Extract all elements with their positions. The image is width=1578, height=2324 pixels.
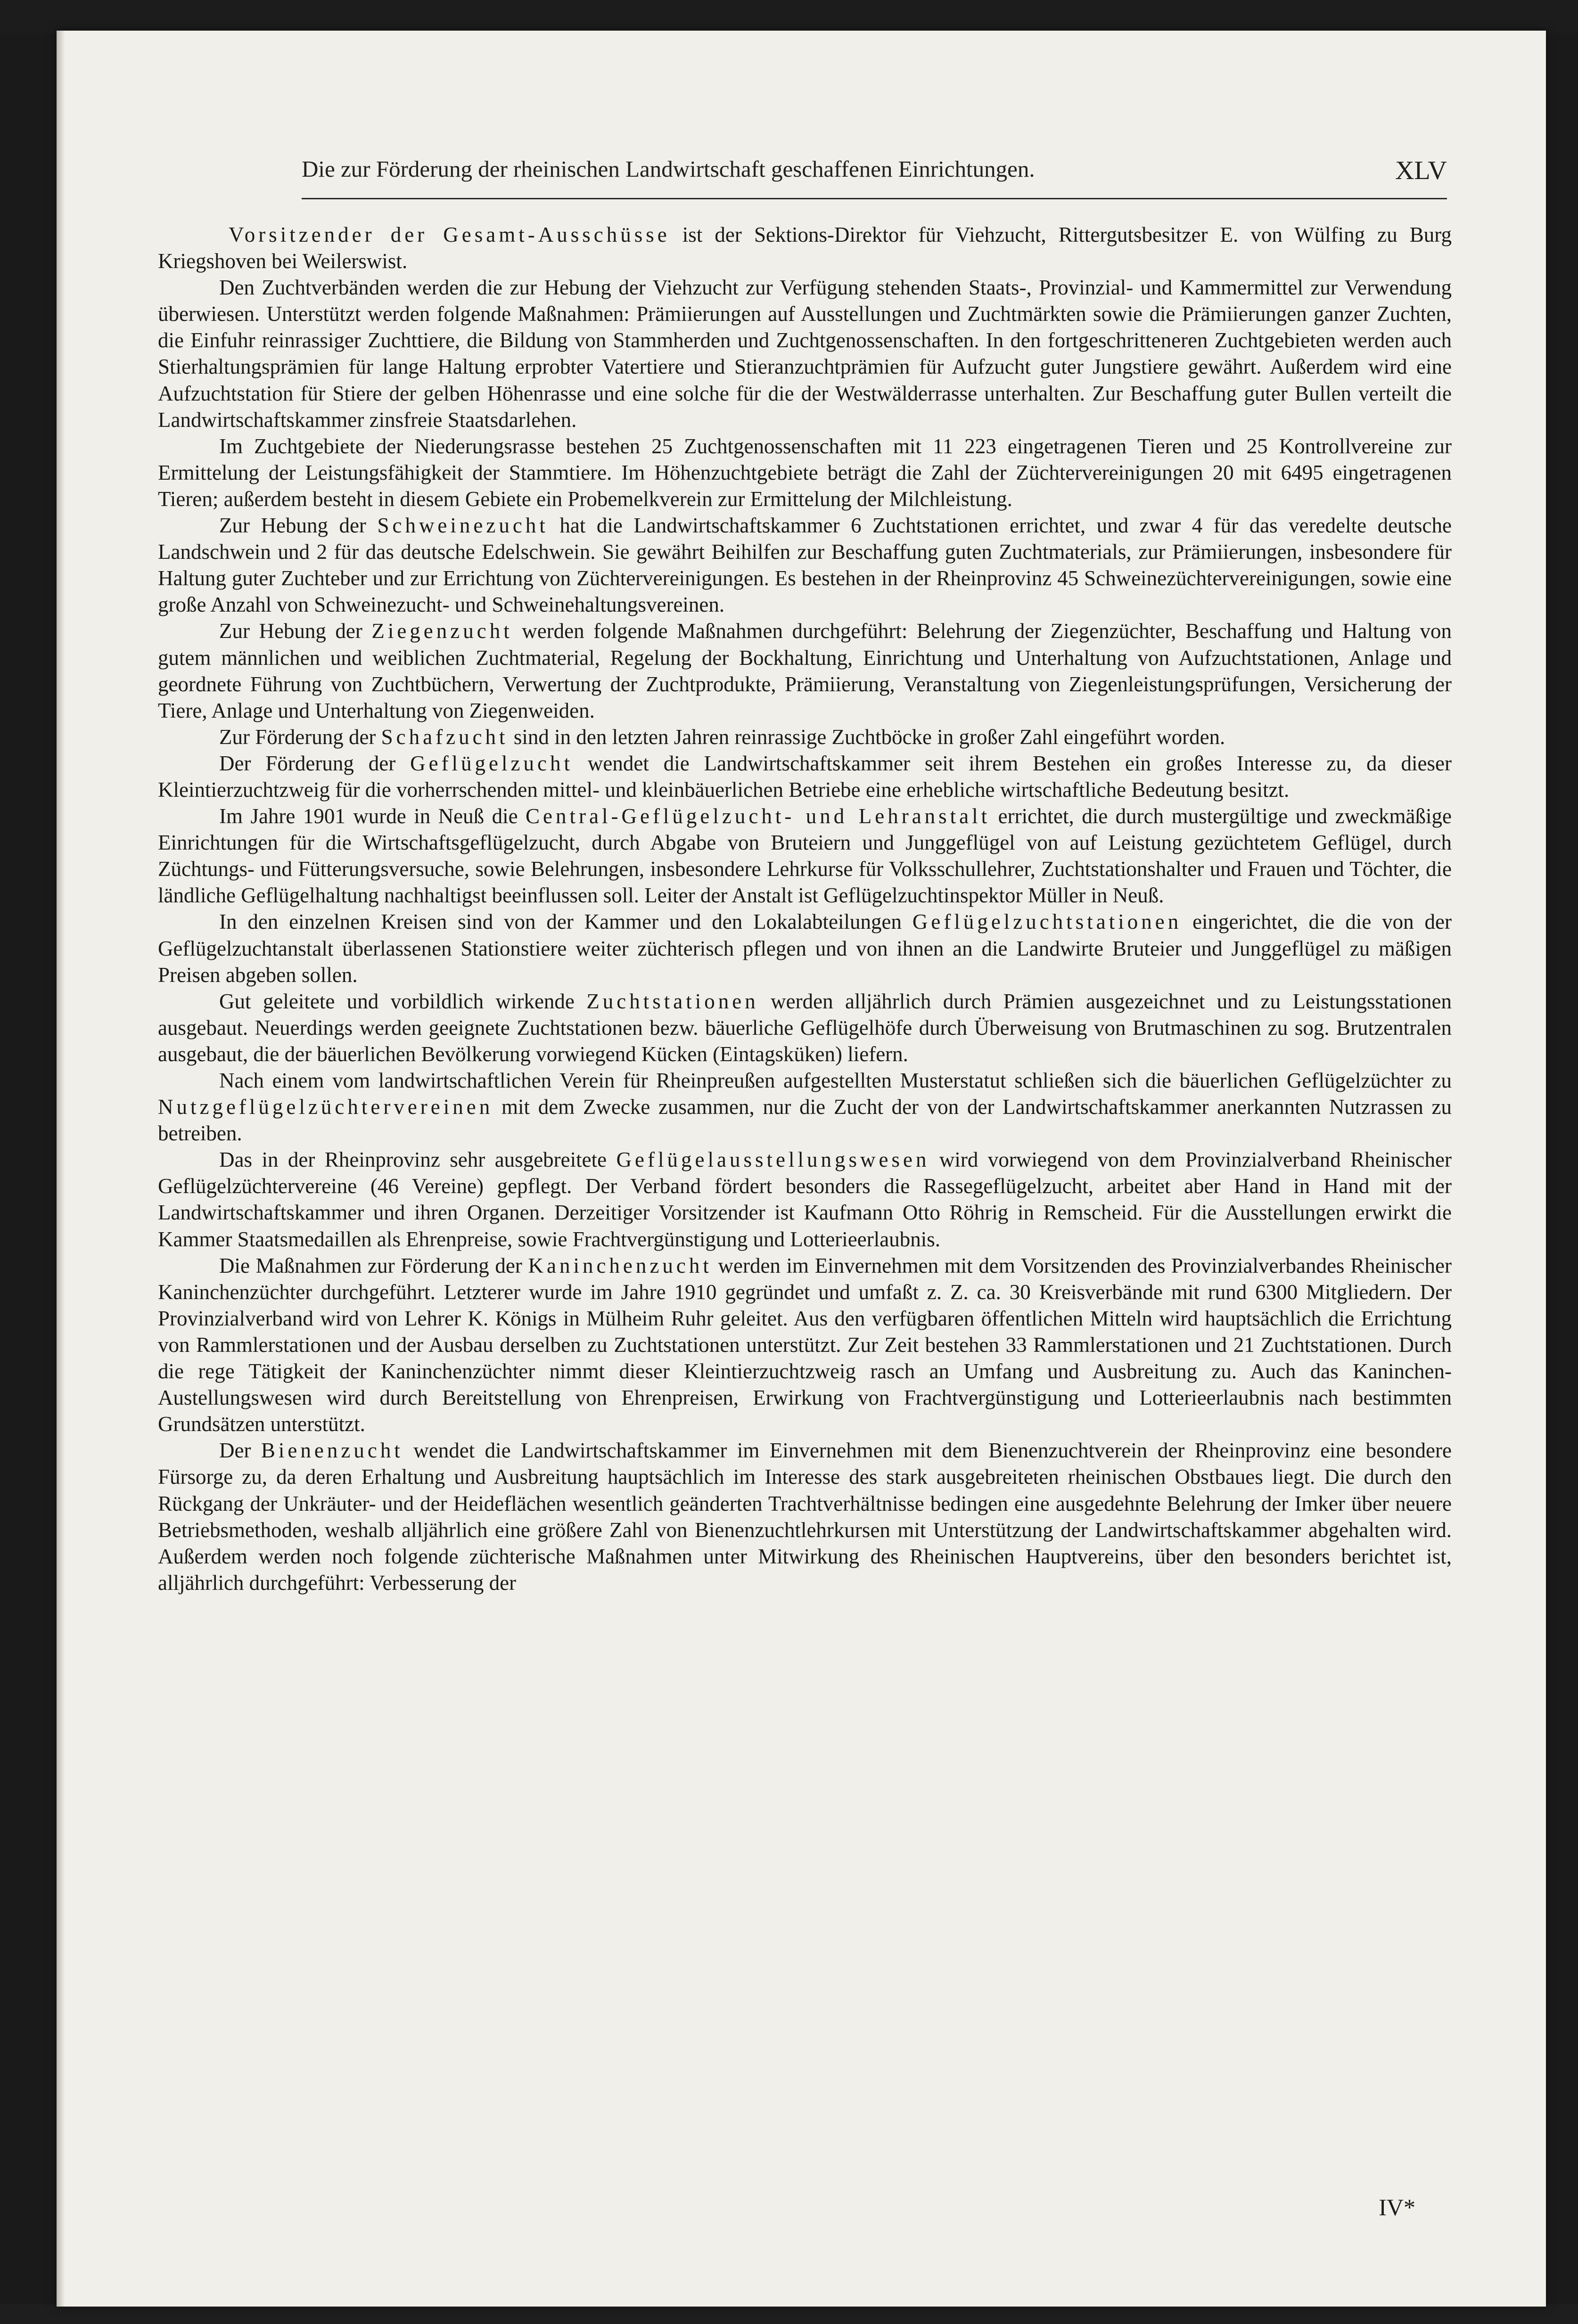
paragraph: Die Maßnahmen zur Förderung der Kaninchenzucht werden im Einvernehmen mit dem Vorsitzenden des Provinzialverbandes Rheinischer Kaninchenzüchter durchgeführt. Letzterer wurde im Jahre 1910 gegründet und umfaßt z. Z. ca. 30 Kreisverbände mit rund 6300 Mitgliedern. Der Provinzialverband wird von Lehrer K. Königs in Mülheim Ruhr geleitet. Aus den verfügbaren öffentlichen Mitteln wird hauptsächlich die Errichtung von Rammlerstationen und der Ausbau derselben zu Zuchtstationen unterstützt. Zur Zeit bestehen 33 Rammlerstationen und 21 Zuchtstationen. Durch die rege Tätigkeit der Kaninchenzüchter nimmt dieser Kleintierzuchtzweig rasch an Umfang und Ausbreitung zu. Auch das Kaninchen-Austellungswesen wird durch Bereitstellung von Ehrenpreisen, Erwirkung von Frachtvergünstigung und Lotterieerlaubnis nach bestimmten Grundsätzen unterstützt. <box>158 1253 1452 1436</box>
paragraph: Im Zuchtgebiete der Niederungsrasse bestehen 25 Zuchtgenossenschaften mit 11 223 eingetragenen Tieren und 25 Kontrollvereine zur Ermittelung der Leistungsfähigkeit der Stammtiere. Im Höhenzuchtgebiete beträgt die Zahl der Züchtervereinigungen 20 mit 6495 eingetragenen Tieren; außerdem besteht in diesem Gebiete ein Probemelkverein zur Ermittelung der Milchleistung. <box>158 434 1452 511</box>
paragraph: Der Förderung der Geflügelzucht wendet die Landwirtschaftskammer seit ihrem Bestehen ein großes Interesse zu, da dieser Kleintierzuchtzweig für die vorherrschenden mittel- und kleinbäuerlichen Betriebe eine erhebliche wirtschaftliche Bedeutung besitzt. <box>158 751 1452 802</box>
paragraph: Der Bienenzucht wendet die Landwirtschaftskammer im Einvernehmen mit dem Bienenzuchtverein der Rheinprovinz eine besondere Fürsorge zu, da deren Erhaltung und Ausbreitung hauptsächlich im Interesse des stark ausgebreiteten rheinischen Obstbaues liegt. Die durch den Rückgang der Unkräuter- und der Heideflächen wesentlich geänderten Trachtverhältnisse bedingen eine ausgedehnte Belehrung der Imker über neuere Betriebsmethoden, weshalb alljährlich eine größere Zahl von Bienenzuchtlehrkursen mit Unterstützung der Landwirtschaftskammer abgehalten wird. Außerdem werden noch folgende züchterische Maßnahmen unter Mitwirkung des Rheinischen Hauptvereins, über den besonders berichtet ist, alljährlich durchgeführt: Verbesserung der <box>158 1439 1452 1595</box>
paragraph: Zur Förderung der Schafzucht sind in den letzten Jahren reinrassige Zuchtböcke in großer Zahl eingeführt worden. <box>219 725 1225 749</box>
running-header-title: Die zur Förderung der rheinischen Landwirtschaft geschaffenen Einrichtungen. <box>302 156 1035 182</box>
spaced-term: Ziegenzucht <box>371 619 513 643</box>
spaced-term: Vorsitzender der Gesamt-Ausschüsse <box>229 223 670 246</box>
paragraph: Vorsitzender der Gesamt-Ausschüsse ist der Sektions-Direktor für Viehzucht, Rittergutsbesitzer E. von Wülfing zu Burg Kriegshoven bei Weilerswist. <box>158 223 1452 273</box>
scan-border-top <box>0 0 1578 33</box>
scan-border-bottom <box>0 2304 1578 2324</box>
page-number: XLV <box>1395 156 1447 185</box>
paragraph: Im Jahre 1901 wurde in Neuß die Central-Geflügelzucht- und Lehranstalt errichtet, die durch mustergültige und zweckmäßige Einrichtungen für die Wirtschaftsgeflügelzucht, durch Abgabe von Bruteiern und Junggeflügel von auf Leistung gezüchtetem Geflügel, durch Züchtungs- und Fütterungsversuche, sowie Belehrungen, insbesondere Lehrkurse für Volksschullehrer, Zuchtstationshalter und Frauen und Töchter, die ländliche Geflügelhaltung nachhaltigst beeinflussen soll. Leiter der Anstalt ist Geflügelzuchtinspektor Müller in Neuß. <box>158 804 1452 908</box>
paragraph: Zur Hebung der Ziegenzucht werden folgende Maßnahmen durchgeführt: Belehrung der Ziegenzüchter, Beschaffung und Haltung von gutem männlichen und weiblichen Zuchtmaterial, Regelung der Bockhaltung, Einrichtung und Unterhaltung von Aufzuchtstationen, Anlage und geordnete Führung von Zuchtbüchern, Verwertung der Zuchtprodukte, Prämiierung, Veranstaltung von Ziegenleistungsprüfungen, Versicherung der Tiere, Anlage und Unterhaltung von Ziegenweiden. <box>158 619 1452 722</box>
spaced-term: Schafzucht <box>381 725 509 749</box>
paragraph: Den Zuchtverbänden werden die zur Hebung der Viehzucht zur Verfügung stehenden Staats-, Provinzial- und Kammermittel zur Verwendung überwiesen. Unterstützt werden folgende Maßnahmen: Prämiierungen auf Ausstellungen und Zuchtmärkten sowie die Prämiierungen ganzer Zuchten, die Einfuhr reinrassiger Zuchttiere, die Bildung von Stammherden und Zuchtgenossenschaften. In den fortgeschritteneren Zuchtgebieten werden auch Stierhaltungsprämien für lange Haltung erprobter Vatertiere und Stieranzuchtprämien für Aufzucht guter Jungstiere gewährt. Außerdem wird eine Aufzuchtstation für Stiere der gelben Höhenrasse und eine solche für die der Westwälderrasse unterhalten. Zur Beschaffung guter Bullen verteilt die Landwirtschaftskammer zinsfreie Staatsdarlehen. <box>158 276 1452 432</box>
paragraph: Zur Hebung der Schweinezucht hat die Landwirtschaftskammer 6 Zuchtstationen errichtet, und zwar 4 für das veredelte deutsche Landschwein und 2 für das deutsche Edelschwein. Sie gewährt Beihilfen zur Beschaffung guten Zuchtmaterials, zur Prämiierungen, insbesondere für Haltung guter Zuchteber und zur Errichtung von Züchtervereinigungen. Es bestehen in der Rheinprovinz 45 Schweinezüchtervereinigungen, sowie eine große Anzahl von Schweinezucht- und Schweinehaltungsvereinen. <box>158 514 1452 617</box>
running-header <box>302 155 1447 193</box>
spaced-term: Schweinezucht <box>377 514 549 538</box>
paragraph: In den einzelnen Kreisen sind von der Kammer und den Lokalabteilungen Geflügelzuchtstationen eingerichtet, die die von der Geflügelzuchtanstalt überlassenen Stationstiere weiter züchterisch pflegen und von ihnen an die Landwirte Bruteier und Junggeflügel zu mäßigen Preisen abgeben sollen. <box>158 910 1452 987</box>
spaced-term: Geflügelzucht <box>410 751 573 775</box>
spaced-term: Nutzgeflügelzüchtervereinen <box>158 1095 493 1119</box>
paragraph: Gut geleitete und vorbildlich wirkende Zuchtstationen werden alljährlich durch Prämien ausgezeichnet und zu Leistungsstationen ausgebaut. Neuerdings werden geeignete Zuchtstationen bezw. bäuerliche Geflügelhöfe durch Überweisung von Brutmaschinen zu sog. Brutzentralen ausgebaut, die der bäuerlichen Bevölkerung vorwiegend Kücken (Eintagsküken) liefern. <box>158 989 1452 1066</box>
spaced-term: Central-Geflügelzucht- und Lehranstalt <box>526 804 991 828</box>
paragraph: Nach einem vom landwirtschaftlichen Verein für Rheinpreußen aufgestellten Musterstatut schließen sich die bäuerlichen Geflügelzüchter zu Nutzgeflügelzüchtervereinen mit dem Zwecke zusammen, nur die Zucht der von der Landwirtschaftskammer anerkannten Nutzrassen zu betreiben. <box>158 1069 1452 1146</box>
spaced-term: Kaninchenzucht <box>528 1253 712 1277</box>
header-rule <box>302 198 1447 199</box>
spaced-term: Bienenzucht <box>261 1439 403 1463</box>
signature-mark: IV* <box>1379 2194 1415 2220</box>
spaced-term: Zuchtstationen <box>586 989 759 1013</box>
spaced-term: Geflügelausstellungswesen <box>616 1148 930 1172</box>
page-binding-shadow <box>57 31 65 2307</box>
body-text <box>158 221 1452 1596</box>
spaced-term: Geflügelzuchtstationen <box>912 910 1182 934</box>
paragraph: Das in der Rheinprovinz sehr ausgebreitete Geflügelausstellungswesen wird vorwiegend von dem Provinzialverband Rheinischer Geflügelzüchtervereine (46 Vereine) gepflegt. Der Verband fördert besonders die Rassegeflügelzucht, arbeitet aber Hand in Hand mit der Landwirtschaftskammer und ihren Organen. Derzeitiger Vorsitzender ist Kaufmann Otto Röhrig in Remscheid. Für die Ausstellungen erwirkt die Kammer Staatsmedaillen als Ehrenpreise, sowie Frachtvergünstigung und Lotterieerlaubnis. <box>158 1148 1452 1251</box>
